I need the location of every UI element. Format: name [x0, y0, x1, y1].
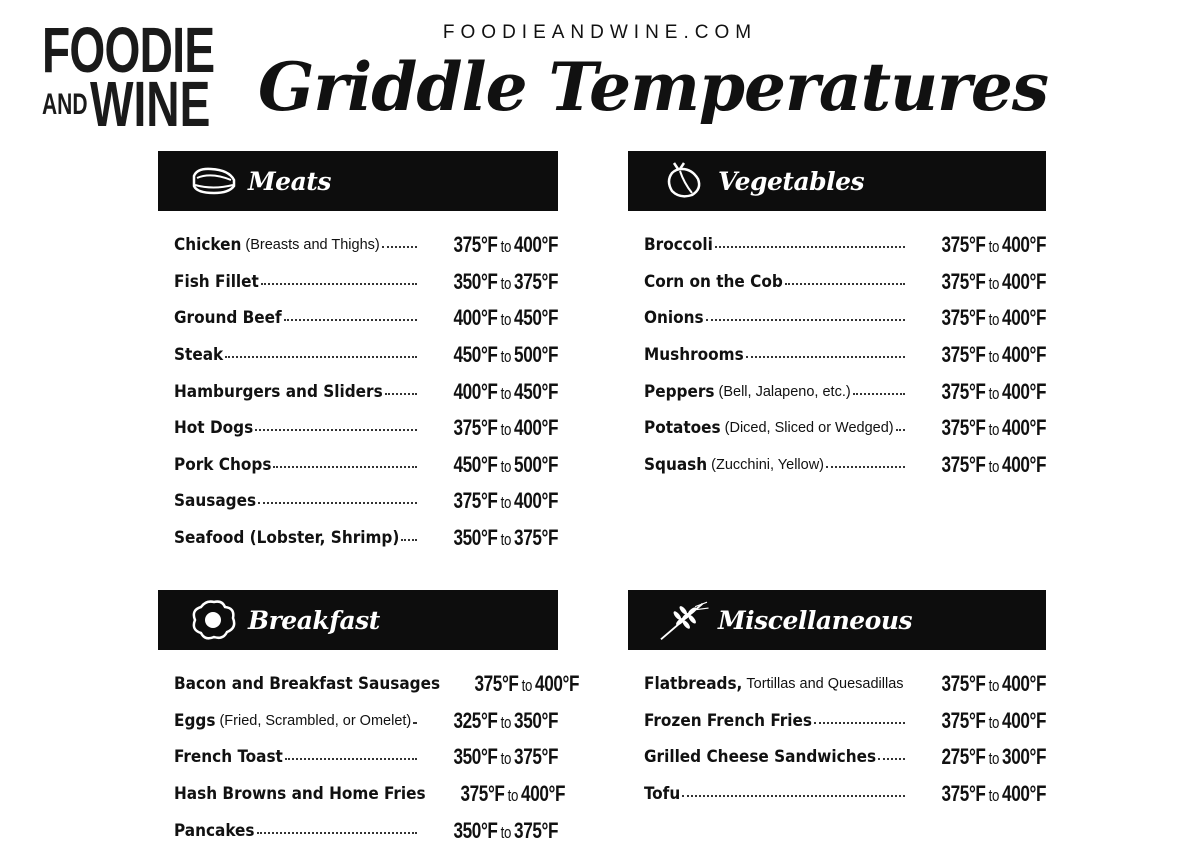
food-name: French Toast	[174, 747, 283, 768]
dot-leader	[382, 236, 417, 248]
temp-high: 375°F	[513, 744, 558, 770]
dot-leader	[225, 346, 417, 358]
food-name: Peppers	[644, 381, 715, 402]
temp-to: to	[988, 237, 999, 257]
temperature-range	[453, 488, 558, 514]
temp-to: to	[500, 530, 511, 550]
list-item	[174, 483, 558, 520]
temp-low: 350°F	[453, 817, 498, 843]
temp-to: to	[988, 310, 999, 330]
food-name: Hot Dogs	[174, 418, 254, 439]
temp-to: to	[500, 237, 511, 257]
section-meats	[158, 151, 558, 556]
temperature-range	[941, 452, 1046, 478]
dot-leader	[258, 492, 417, 504]
dot-leader	[284, 309, 417, 321]
list-item	[174, 373, 558, 410]
temp-high: 400°F	[1001, 451, 1046, 477]
food-name: Onions	[644, 308, 704, 329]
section-header	[158, 151, 558, 211]
temp-high: 400°F	[520, 781, 565, 807]
dot-leader	[255, 419, 417, 431]
dot-leader	[385, 383, 417, 395]
list-item	[644, 666, 1046, 703]
dot-leader	[401, 529, 417, 541]
food-name: Squash	[644, 454, 708, 475]
temperature-range	[475, 671, 580, 697]
dot-leader	[273, 456, 417, 468]
food-name: Mushrooms	[644, 345, 744, 366]
temp-low: 375°F	[941, 305, 986, 331]
temp-low: 350°F	[453, 744, 498, 770]
temp-high: 375°F	[513, 817, 558, 843]
food-name: Frozen French Fries	[644, 710, 812, 731]
list-item	[644, 373, 1046, 410]
section-header	[158, 590, 558, 650]
food-name: Tofu	[644, 784, 681, 805]
temp-high: 450°F	[513, 305, 558, 331]
temp-to: to	[988, 383, 999, 403]
section-header	[628, 151, 1046, 211]
temp-to: to	[507, 786, 518, 806]
temp-high: 375°F	[513, 268, 558, 294]
temp-to: to	[521, 676, 533, 696]
temp-low: 375°F	[941, 451, 986, 477]
site-url	[0, 22, 1200, 44]
food-name: Bacon and Breakfast Sausages	[174, 674, 441, 695]
section-title: Miscellaneous	[718, 605, 913, 635]
temp-low: 350°F	[453, 268, 498, 294]
dot-leader	[853, 383, 905, 395]
temperature-range	[941, 305, 1046, 331]
dot-leader	[715, 236, 905, 248]
temp-high: 300°F	[1001, 744, 1046, 770]
temp-to: to	[500, 822, 511, 842]
food-note: (Breasts and Thighs)	[245, 237, 380, 254]
section-title: Vegetables	[718, 166, 865, 196]
temp-to: to	[988, 273, 999, 293]
food-name: Pork Chops	[174, 454, 272, 475]
temperature-range	[453, 305, 558, 331]
list-item	[174, 812, 558, 849]
food-name: Grilled Cheese Sandwiches	[644, 747, 877, 768]
temperature-range	[453, 525, 558, 551]
temp-low: 275°F	[941, 744, 986, 770]
food-name: Hash Browns and Home Fries	[174, 784, 426, 805]
food-name: Sausages	[174, 491, 257, 512]
temperature-range	[941, 269, 1046, 295]
temperature-range	[453, 818, 558, 844]
dot-leader	[826, 456, 905, 468]
temp-high: 400°F	[1001, 781, 1046, 807]
list-item	[644, 739, 1046, 776]
dot-leader	[785, 273, 905, 285]
temp-high: 400°F	[513, 415, 558, 441]
dot-leader	[257, 822, 417, 834]
list-item	[174, 520, 558, 557]
steak-icon	[188, 161, 240, 201]
temperature-range	[941, 671, 1046, 697]
temperature-range	[453, 452, 558, 478]
list-item	[174, 666, 580, 703]
temp-low: 400°F	[453, 378, 498, 404]
temp-low: 375°F	[453, 415, 498, 441]
logo-line-foodie: FOODIE	[42, 14, 215, 86]
section-title: Breakfast	[248, 605, 380, 635]
temp-low: 375°F	[474, 671, 519, 697]
dot-leader	[413, 712, 417, 724]
temp-to: to	[500, 712, 511, 732]
list-item	[174, 739, 558, 776]
temperature-range	[941, 379, 1046, 405]
temp-to: to	[988, 676, 999, 696]
temp-to: to	[500, 420, 511, 440]
temp-high: 400°F	[1001, 707, 1046, 733]
section-breakfast	[158, 590, 580, 849]
temp-to: to	[988, 786, 999, 806]
temp-low: 375°F	[941, 415, 986, 441]
temp-to: to	[988, 749, 999, 769]
temp-high: 400°F	[1001, 268, 1046, 294]
list-item	[174, 776, 565, 813]
temp-high: 500°F	[513, 342, 558, 368]
temperature-range	[453, 708, 558, 734]
section-header	[628, 590, 1046, 650]
temp-high: 400°F	[513, 488, 558, 514]
temp-high: 450°F	[513, 378, 558, 404]
temperature-range	[453, 744, 558, 770]
temp-low: 350°F	[453, 525, 498, 551]
temp-low: 450°F	[453, 342, 498, 368]
temp-low: 450°F	[453, 451, 498, 477]
list-item	[644, 337, 1046, 374]
section-title: Meats	[248, 166, 331, 196]
temp-low: 375°F	[941, 232, 986, 258]
pepper-icon	[658, 161, 710, 201]
temperature-range	[941, 744, 1046, 770]
temp-to: to	[500, 383, 511, 403]
food-name: Potatoes	[644, 418, 721, 439]
temp-high: 375°F	[513, 525, 558, 551]
temp-high: 500°F	[513, 451, 558, 477]
temp-high: 400°F	[1001, 232, 1046, 258]
dot-leader	[261, 273, 417, 285]
food-name: Steak	[174, 345, 224, 366]
temperature-range	[453, 342, 558, 368]
temp-high: 400°F	[1001, 415, 1046, 441]
list-item	[174, 300, 558, 337]
wheat-icon	[658, 600, 710, 640]
list-item	[644, 300, 1046, 337]
dot-leader	[706, 309, 905, 321]
food-name: Eggs	[174, 710, 216, 731]
food-name: Fish Fillet	[174, 271, 259, 292]
temp-high: 400°F	[513, 232, 558, 258]
list-item	[644, 264, 1046, 301]
temp-high: 400°F	[535, 671, 580, 697]
temp-high: 400°F	[1001, 342, 1046, 368]
list-item	[174, 410, 558, 447]
food-name: Broccoli	[644, 235, 713, 256]
temp-low: 375°F	[941, 707, 986, 733]
temperature-range	[941, 415, 1046, 441]
dot-leader	[682, 785, 905, 797]
temp-low: 375°F	[460, 781, 505, 807]
temp-to: to	[988, 712, 999, 732]
dot-leader	[746, 346, 905, 358]
temp-to: to	[500, 273, 511, 293]
temperature-range	[453, 379, 558, 405]
fried-egg-icon	[188, 600, 240, 640]
temperature-range	[941, 232, 1046, 258]
temp-low: 375°F	[941, 781, 986, 807]
food-name: Corn on the Cob	[644, 271, 783, 292]
list-item	[644, 776, 1046, 813]
dot-leader	[896, 419, 905, 431]
temperature-range	[453, 415, 558, 441]
temp-to: to	[988, 456, 999, 476]
list-item	[174, 337, 558, 374]
temperature-range	[453, 269, 558, 295]
site-url-text: FOODIEANDWINE.COM	[442, 22, 758, 43]
temperature-range	[453, 232, 558, 258]
food-name: Chicken	[174, 235, 242, 256]
temp-low: 375°F	[453, 232, 498, 258]
temperature-range	[941, 342, 1046, 368]
temp-low: 325°F	[453, 707, 498, 733]
list-item	[174, 227, 558, 264]
temp-low: 375°F	[453, 488, 498, 514]
list-item	[644, 447, 1046, 484]
temp-low: 400°F	[453, 305, 498, 331]
logo-and: AND	[42, 88, 88, 121]
section-vegetables	[628, 151, 1046, 483]
temperature-range	[941, 781, 1046, 807]
dot-leader	[814, 712, 905, 724]
temp-low: 375°F	[941, 342, 986, 368]
food-note: (Fried, Scrambled, or Omelet)	[219, 712, 412, 729]
food-note: Tortillas and Quesadillas	[746, 676, 904, 693]
temp-high: 400°F	[1001, 378, 1046, 404]
list-item	[174, 447, 558, 484]
page-title: Griddle Temperatures	[258, 48, 1048, 126]
temp-to: to	[988, 420, 999, 440]
temp-to: to	[500, 310, 511, 330]
list-item	[174, 703, 558, 740]
logo-wine: WINE	[90, 68, 211, 140]
temp-to: to	[500, 347, 511, 367]
temp-low: 375°F	[941, 378, 986, 404]
food-name: Ground Beef	[174, 308, 282, 329]
temp-to: to	[988, 347, 999, 367]
food-note: (Bell, Jalapeno, etc.)	[718, 383, 851, 400]
food-name: Pancakes	[174, 820, 255, 841]
temp-low: 375°F	[941, 268, 986, 294]
temp-low: 375°F	[941, 671, 986, 697]
food-name: Flatbreads,	[644, 674, 743, 695]
temperature-range	[941, 708, 1046, 734]
temp-high: 400°F	[1001, 671, 1046, 697]
temp-high: 400°F	[1001, 305, 1046, 331]
temp-high: 350°F	[513, 707, 558, 733]
temp-to: to	[500, 749, 511, 769]
list-item	[644, 227, 1046, 264]
temperature-range	[460, 781, 565, 807]
food-note: (Zucchini, Yellow)	[711, 456, 824, 473]
temp-to: to	[500, 493, 511, 513]
food-name: Hamburgers and Sliders	[174, 381, 383, 402]
section-miscellaneous	[628, 590, 1046, 812]
food-name: Seafood (Lobster, Shrimp)	[174, 528, 400, 549]
dot-leader	[285, 748, 417, 760]
food-note: (Diced, Sliced or Wedged)	[724, 420, 894, 437]
list-item	[644, 703, 1046, 740]
list-item	[644, 410, 1046, 447]
list-item	[174, 264, 558, 301]
dot-leader	[878, 748, 905, 760]
temp-to: to	[500, 456, 511, 476]
